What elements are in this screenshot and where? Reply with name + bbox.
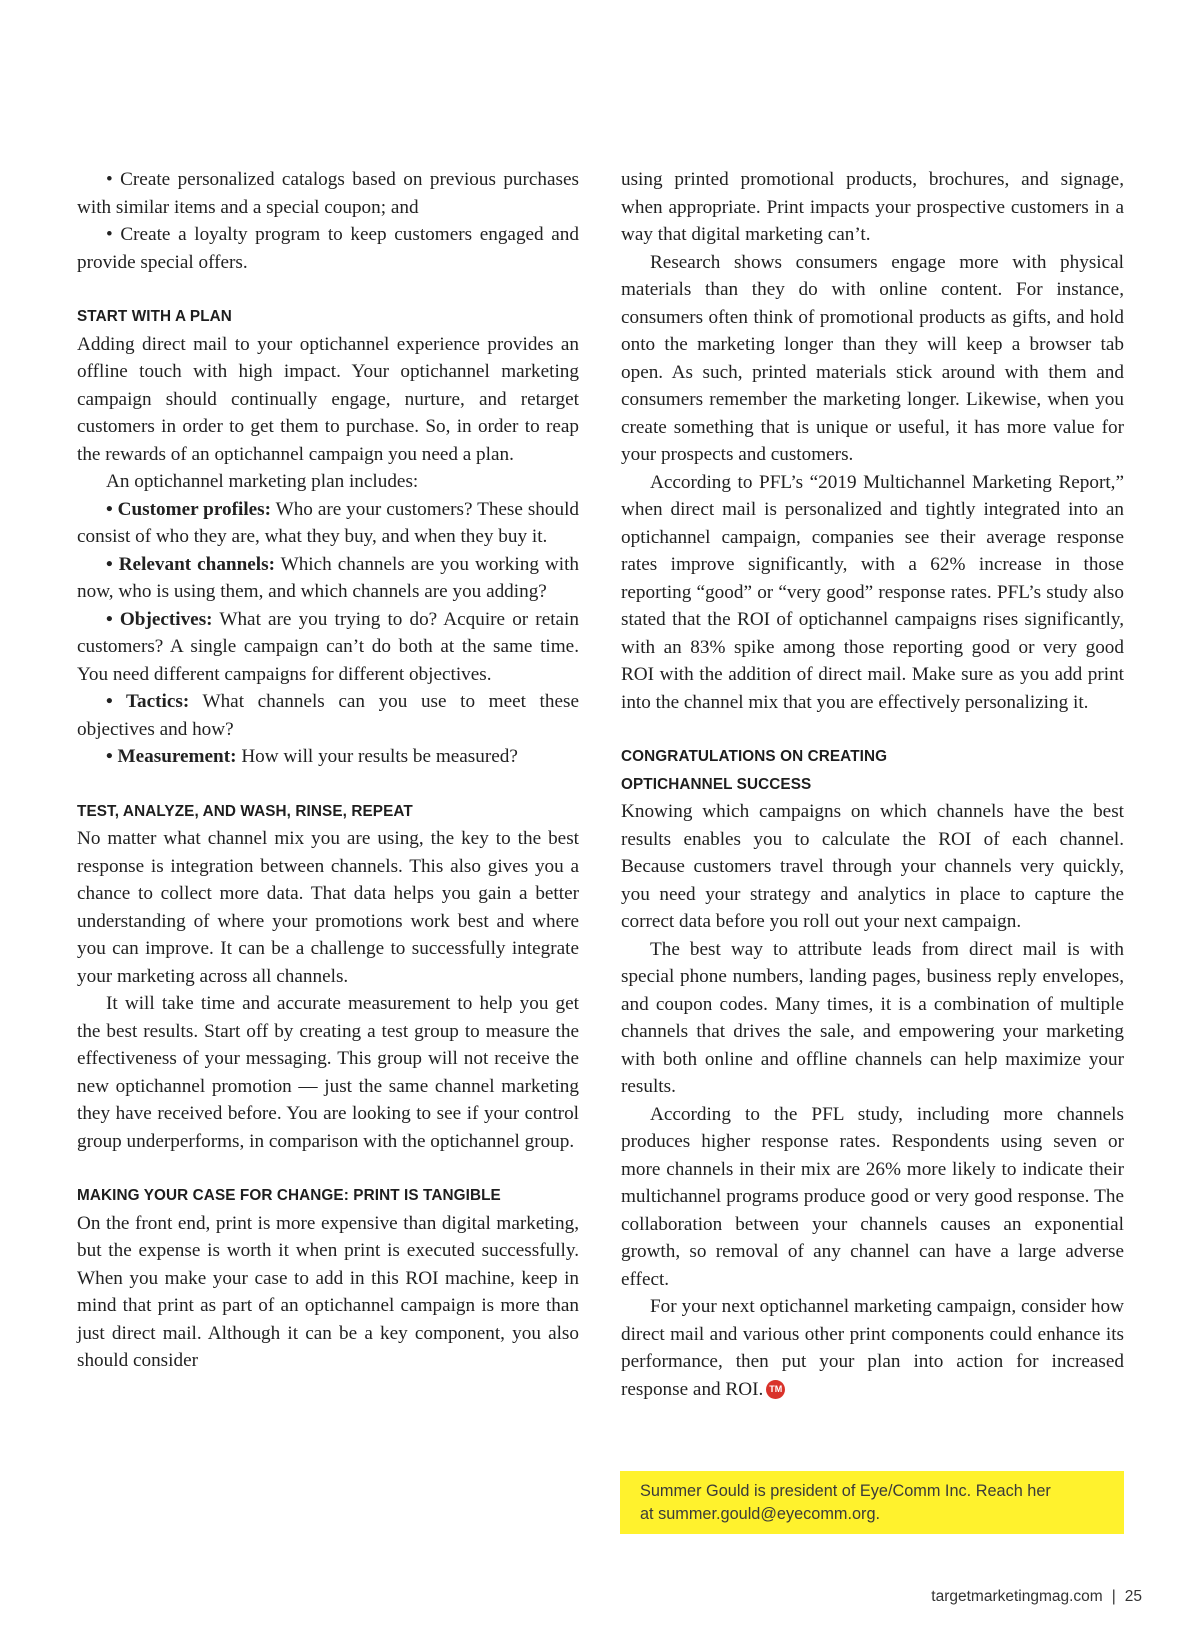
plan-item-customer-profiles: • Customer profiles: Who are your customers? These should consist of who they are, what they buy, and when they buy it.	[77, 498, 579, 547]
success-paragraph-3: According to the PFL study, including more channels produces higher response rates. Respondents using seven or more channels in their mix are 26% more likely to indicate their multichannel programs produce good or very good response. The collaboration between your channels causes an exponential growth, so removal of any channel can have a large adverse effect.	[621, 1103, 1124, 1290]
page-footer	[931, 1588, 1142, 1606]
heading-making-your-case: MAKING YOUR CASE FOR CHANGE: PRINT IS TANGIBLE	[77, 1187, 501, 1204]
end-mark-icon: TM	[766, 1380, 785, 1399]
success-paragraph-4: For your next optichannel marketing campaign, consider how direct mail and various other print components could enhance its performance, then put your plan into action for increased response and ROI. TM	[621, 1296, 1124, 1400]
success-paragraph-2: The best way to attribute leads from direct mail is with special phone numbers, landing pages, business reply envelopes, and coupon codes. Many times, it is a combination of multiple channels that drives the sale, and empowering your marketing with both online and offline channels can help maximize your results.	[621, 938, 1124, 1097]
bio-line-2: at summer.gould@eyecomm.org.	[640, 1505, 881, 1523]
print-paragraph-3: According to PFL’s “2019 Multichannel Marketing Report,” when direct mail is personalized and tightly integrated into an optichannel campaign, companies see their average response rates improve significantly, with a 62% increase in those reporting “good” or “very good” response rates. PFL’s study also stated that the ROI of optichannel campaigns rises significantly, with an 83% spike among those reporting good or very good ROI with the addition of direct mail. Make sure as you add print into the channel mix that you are effectively personalizing it.	[621, 471, 1124, 713]
test-paragraph-2: It will take time and accurate measurement to help you get the best results. Start off by creating a test group to measure the effectiveness of your messaging. This group will not receive the new optichannel promotion — just the same channel marketing they have received before. You are looking to see if your control group underperforms, in comparison with the optichannel group.	[77, 993, 579, 1152]
print-paragraph-1: using printed promotional products, brochures, and signage, when appropriate. Print impacts your prospective customers in a way that digital marketing can’t.	[621, 169, 1124, 245]
page-number: 25	[1124, 1588, 1142, 1605]
case-paragraph: On the front end, print is more expensive than digital marketing, but the expense is worth it when print is executed successfully. When you make your case to add in this ROI machine, keep in mind that print as part of an optichannel campaign is more than just direct mail. Although it can be a key component, you also should consider	[77, 1212, 579, 1371]
bullet-catalogs: • Create personalized catalogs based on previous purchases with similar items and a special coupon; and	[77, 169, 579, 218]
author-bio-box	[620, 1471, 1124, 1534]
plan-paragraph: Adding direct mail to your optichannel experience provides an offline touch with high impact. Your optichannel marketing campaign should continually engage, nurture, and retarget customers in order to get them to purchase. So, in order to reap the rewards of an optichannel campaign you need a plan.	[77, 333, 579, 465]
test-paragraph-1: No matter what channel mix you are using, the key to the best response is integration between channels. This also gives you a chance to collect more data. That data helps you gain a better understanding of where your promotions work best and where you can improve. It can be a challenge to successfully integrate your marketing across all channels.	[77, 828, 579, 987]
bullet-loyalty: • Create a loyalty program to keep customers engaged and provide special offers.	[77, 224, 579, 273]
plan-item-objectives: • Objectives: What are you trying to do? Acquire or retain customers? A single campaign can’t do both at the same time. You need different campaigns for different objectives.	[77, 608, 579, 685]
heading-test-analyze: TEST, ANALYZE, AND WASH, RINSE, REPEAT	[77, 802, 413, 820]
right-column	[621, 166, 1124, 1403]
plan-item-relevant-channels: • Relevant channels: Which channels are you working with now, who is using them, and which channels are you adding?	[77, 553, 579, 602]
plan-item-tactics: • Tactics: What channels can you use to meet these objectives and how?	[77, 691, 579, 740]
footer-site: targetmarketingmag.com	[931, 1588, 1103, 1605]
left-column	[77, 166, 579, 1375]
heading-congratulations-line-2: OPTICHANNEL SUCCESS	[621, 775, 812, 793]
success-paragraph-1: Knowing which campaigns on which channels have the best results enables you to calculate the ROI of each channel. Because customers travel through your channels very quickly, you need your strategy and analytics in place to capture the correct data before you roll out your next campaign.	[621, 801, 1124, 932]
plan-item-measurement: • Measurement: How will your results be measured?	[106, 746, 518, 767]
print-paragraph-2: Research shows consumers engage more with physical materials than they do with online content. For instance, consumers often think of promotional products as gifts, and hold onto the marketing longer than they will keep a browser tab open. As such, printed materials stick around with them and consumers remember the marketing longer. Likewise, when you create something that is unique or useful, it has more value for your prospects and customers.	[621, 251, 1124, 465]
footer-separator: |	[1111, 1588, 1116, 1605]
heading-congratulations-line-1: CONGRATULATIONS ON CREATING	[621, 748, 888, 765]
plan-includes: An optichannel marketing plan includes:	[106, 471, 419, 492]
bio-line-1: Summer Gould is president of Eye/Comm Inc. Reach her	[640, 1482, 1051, 1500]
heading-start-with-a-plan: START WITH A PLAN	[77, 308, 232, 325]
